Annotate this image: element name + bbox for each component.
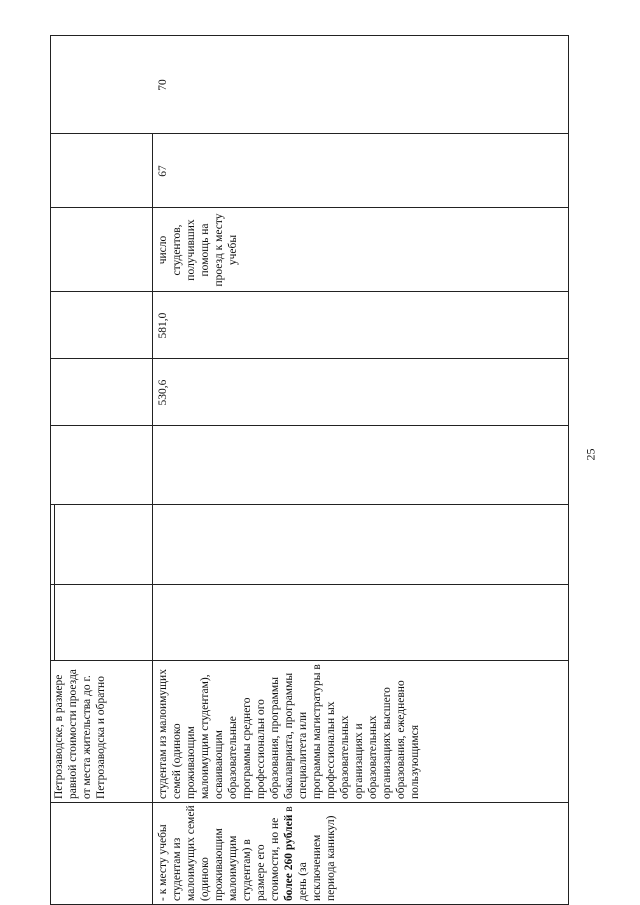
page-number: 25 — [583, 448, 598, 460]
rotated-table-page — [50, 35, 572, 905]
col-divider — [50, 133, 568, 134]
table-border-bottom — [568, 35, 569, 905]
row-top-col2-text: Петрозаводске, в размере равной стоимости проезда от места жительства до г. Петрозаводска и обратно — [53, 669, 107, 799]
value-cell: 530,6 — [157, 379, 169, 406]
col-divider — [50, 291, 568, 292]
col-divider — [50, 584, 568, 585]
col-divider — [50, 207, 568, 208]
row-bottom-col2-text: студентам из малоимущих семей (одиноко проживающим малоимущим студентам), осваивающим образовательные программы среднего профессиональн ого образования, программы бакалавриата, программы специалитета или программы магистратуры в профессиональн ых образовательных организациях и образовательных организациях высшего образования, ежедневно пользующимся — [157, 664, 421, 799]
col-divider — [50, 802, 568, 803]
col-divider — [50, 358, 568, 359]
indicator-cell: число студентов, получивших помощь на проезд к месту учебы — [157, 213, 239, 287]
col-divider — [50, 504, 568, 505]
table-border-right — [50, 35, 568, 36]
col-divider — [50, 425, 568, 426]
value-cell: 67 — [157, 165, 169, 177]
row-bottom-col1-text: - к месту учебы студентам из малоимущих семей (одиноко проживающим малоимущим студентам) в размере его стоимости, но не более 260 рублей в день (за исключением периода каникул) — [157, 805, 337, 901]
inner-box-top — [54, 505, 55, 661]
value-cell: 70 — [157, 79, 169, 91]
col-divider — [50, 660, 568, 661]
value-cell: 581,0 — [157, 312, 169, 339]
table-border-top — [50, 35, 51, 905]
row-divider — [152, 133, 153, 905]
